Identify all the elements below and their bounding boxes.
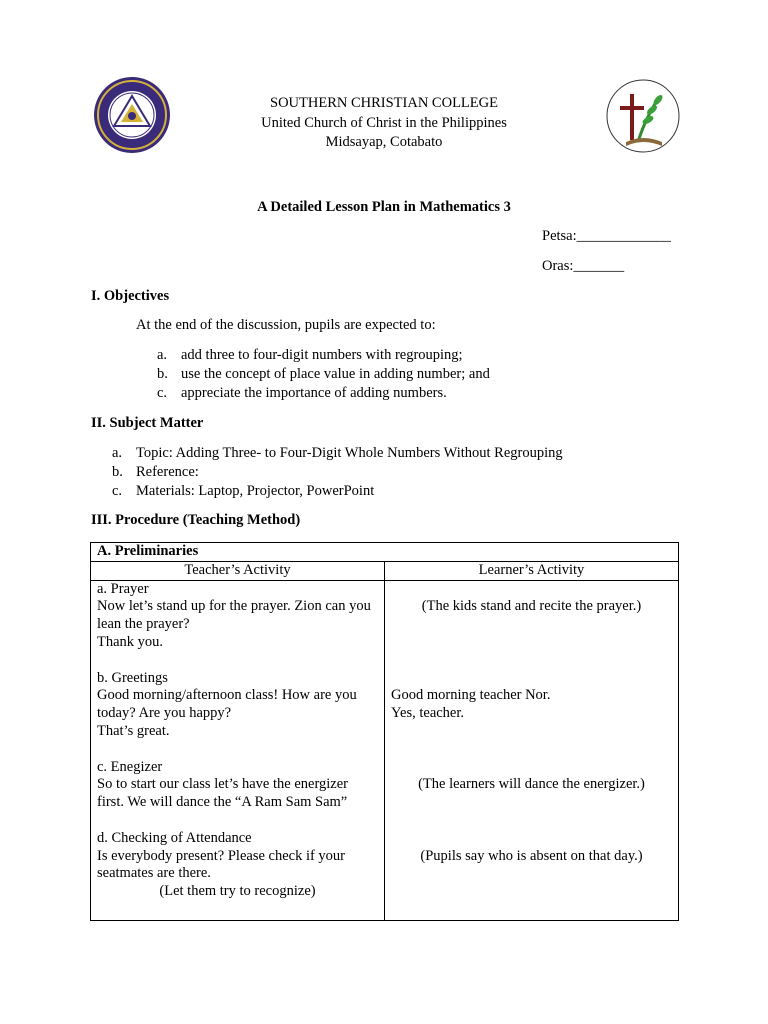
teacher-column-header: Teacher’s Activity	[91, 561, 385, 580]
school-location: Midsayap, Cotabato	[325, 134, 443, 150]
date-field: Petsa:_____________	[542, 228, 671, 244]
learner-activity-cell	[385, 580, 679, 920]
subject-matter-list	[112, 444, 563, 501]
list-item: c. Materials: Laptop, Projector, PowerPoint	[112, 483, 375, 499]
prayer-teacher: Now let’s stand up for the prayer. Zion can you lean the prayer? Thank you.	[97, 598, 371, 650]
procedure-heading: III. Procedure (Teaching Method)	[91, 512, 301, 528]
attendance-learner: (Pupils say who is absent on that day.)	[420, 847, 643, 864]
learner-column-header: Learner’s Activity	[385, 561, 679, 580]
attendance-teacher: Is everybody present? Please check if your seatmates are there.	[97, 847, 346, 882]
objectives-heading: I. Objectives	[91, 288, 170, 304]
time-field: Oras:_______	[542, 258, 625, 274]
prayer-learner: (The kids stand and recite the prayer.)	[421, 598, 642, 615]
subject-matter-heading: II. Subject Matter	[91, 415, 204, 431]
section-title: A. Preliminaries	[91, 543, 679, 562]
school-affiliation: United Church of Christ in the Philippines	[261, 114, 507, 131]
energizer-learner: (The learners will dance the energizer.)	[418, 776, 645, 793]
objectives-list	[157, 346, 490, 403]
letterhead	[0, 94, 768, 153]
prayer-title: a. Prayer	[97, 580, 149, 597]
attendance-teacher-note: (Let them try to recognize)	[159, 883, 316, 900]
objectives-intro: At the end of the discussion, pupils are expected to:	[136, 317, 436, 333]
greetings-learner: Good morning teacher Nor. Yes, teacher.	[391, 687, 551, 722]
greetings-title: b. Greetings	[97, 669, 168, 686]
greetings-teacher: Good morning/afternoon class! How are you today? Are you happy? That’s great.	[97, 687, 357, 739]
list-item: a. add three to four-digit numbers with regrouping;	[157, 347, 463, 363]
attendance-title: d. Checking of Attendance	[97, 829, 252, 846]
list-item: b. use the concept of place value in adding number; and	[157, 366, 490, 382]
energizer-teacher: So to start our class let’s have the energizer first. We will dance the “A Ram Sam Sam”	[97, 776, 348, 811]
teacher-activity-cell	[91, 580, 385, 920]
list-item: b. Reference:	[112, 464, 199, 480]
energizer-title: c. Enegizer	[97, 758, 163, 775]
school-name: SOUTHERN CHRISTIAN COLLEGE	[270, 95, 498, 111]
preliminaries-table	[90, 542, 679, 921]
list-item: a. Topic: Adding Three- to Four-Digit Whole Numbers Without Regrouping	[112, 445, 563, 461]
document-title: A Detailed Lesson Plan in Mathematics 3	[257, 199, 511, 215]
list-item: c. appreciate the importance of adding numbers.	[157, 385, 447, 401]
